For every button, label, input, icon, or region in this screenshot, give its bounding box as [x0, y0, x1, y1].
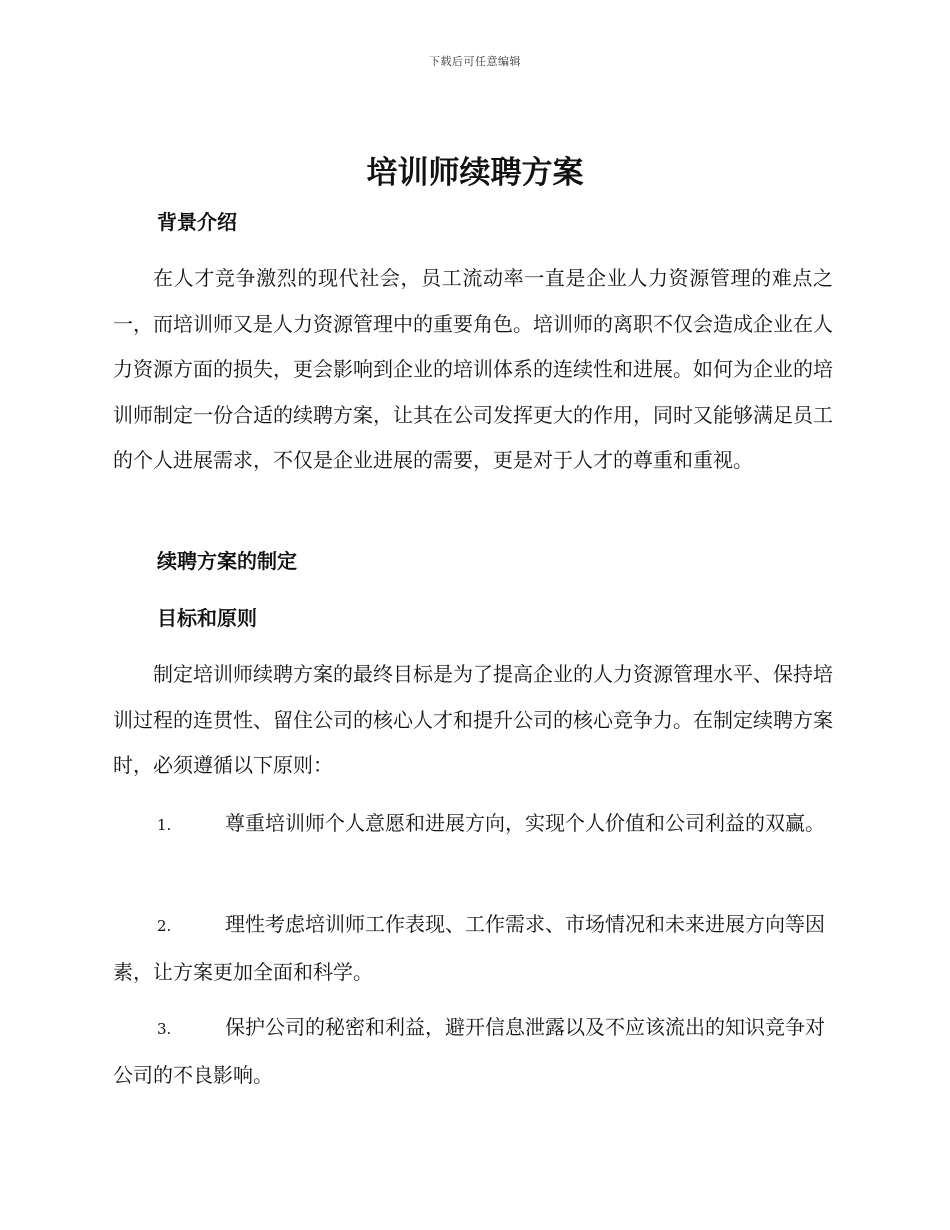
list-number: 2.	[157, 917, 172, 935]
section-heading-plan: 续聘方案的制定	[157, 549, 297, 573]
section-heading-background: 背景介绍	[157, 210, 237, 234]
principle-item-1	[113, 801, 833, 849]
list-item-text: 尊重培训师个人意愿和进展方向，实现个人价值和公司利益的双赢。	[225, 811, 825, 835]
principle-item-3	[113, 1005, 833, 1098]
background-paragraph: 在人才竞争激烈的现代社会，员工流动率一直是企业人力资源管理的难点之一，而培训师又是人力资源管理中的重要角色。培训师的离职不仅会造成企业在人力资源方面的损失，更会影响到企业的培训体系的连续性和进展。如何为企业的培训师制定一份合适的续聘方案，让其在公司发挥更大的作用，同时又能够满足员工的个人进展需求，不仅是企业进展的需要，更是对于人才的尊重和重视。	[113, 266, 833, 472]
list-number: 1.	[157, 816, 172, 834]
goals-paragraph: 制定培训师续聘方案的最终目标是为了提高企业的人力资源管理水平、保持培训过程的连贯性、留住公司的核心人才和提升公司的核心竞争力。在制定续聘方案时，必须遵循以下原则：	[113, 662, 833, 777]
page-header-note: 下载后可任意编辑	[429, 55, 521, 68]
list-item-text: 保护公司的秘密和利益，避开信息泄露以及不应该流出的知识竞争对公司的不良影响。	[113, 1015, 825, 1087]
principle-item-2	[113, 902, 833, 995]
list-item-text: 理性考虑培训师工作表现、工作需求、市场情况和未来进展方向等因素，让方案更加全面和科学。	[113, 912, 825, 984]
list-number: 3.	[157, 1020, 172, 1038]
section-heading-goals: 目标和原则	[157, 606, 257, 630]
document-title: 培训师续聘方案	[366, 155, 584, 191]
